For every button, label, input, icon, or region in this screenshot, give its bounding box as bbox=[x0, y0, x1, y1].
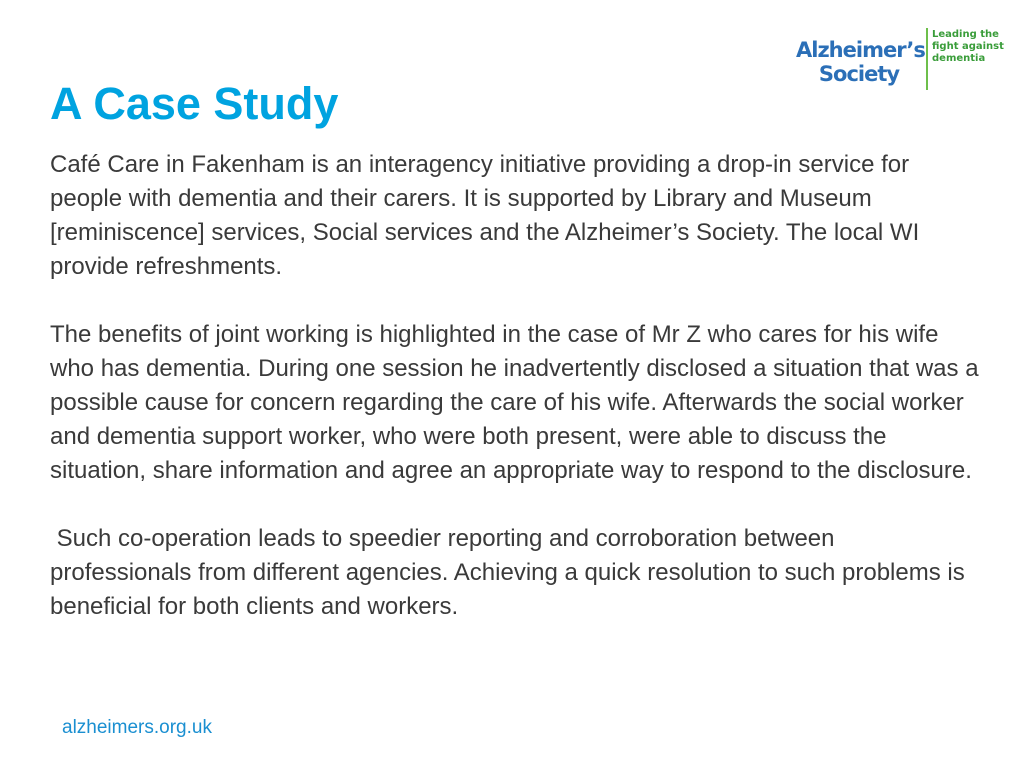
slide-title: A Case Study bbox=[50, 78, 339, 129]
body-paragraph-2: The benefits of joint working is highlighted in the case of Mr Z who cares for his wife who has dementia. During one session he inadvertently disclosed a situation that was a possible cause for concern regarding the care of his wife. Afterwards the social worker and dementia support worker, who were both present, were able to discuss the situation, share information and agree an appropriate way to respond to the disclosure. bbox=[50, 321, 979, 484]
slide-body bbox=[50, 148, 980, 624]
logo-tagline-line-2: fight against bbox=[932, 41, 1004, 52]
body-paragraph-1: Café Care in Fakenham is an interagency initiative providing a drop-in service for people with dementia and their carers. It is supported by Library and Museum [reminiscence] services, Social services and the Alzheimer’s Society. The local WI provide refreshments. bbox=[50, 151, 920, 280]
logo-name-line-1: Alzheimer’s bbox=[796, 38, 925, 62]
logo-divider bbox=[926, 28, 928, 90]
body-paragraph-3: Such co-operation leads to speedier reporting and corroboration between professionals from different agencies. Achieving a quick resolution to such problems is beneficial for both clients and workers. bbox=[50, 525, 965, 620]
footer-url: alzheimers.org.uk bbox=[62, 717, 212, 738]
logo-tagline-line-1: Leading the bbox=[932, 29, 999, 40]
alzheimers-society-logo bbox=[796, 28, 1006, 92]
logo-tagline-line-3: dementia bbox=[932, 53, 986, 64]
logo-tagline bbox=[932, 29, 1004, 65]
logo-wordmark bbox=[796, 38, 925, 86]
logo-name-line-2: Society bbox=[818, 62, 900, 86]
